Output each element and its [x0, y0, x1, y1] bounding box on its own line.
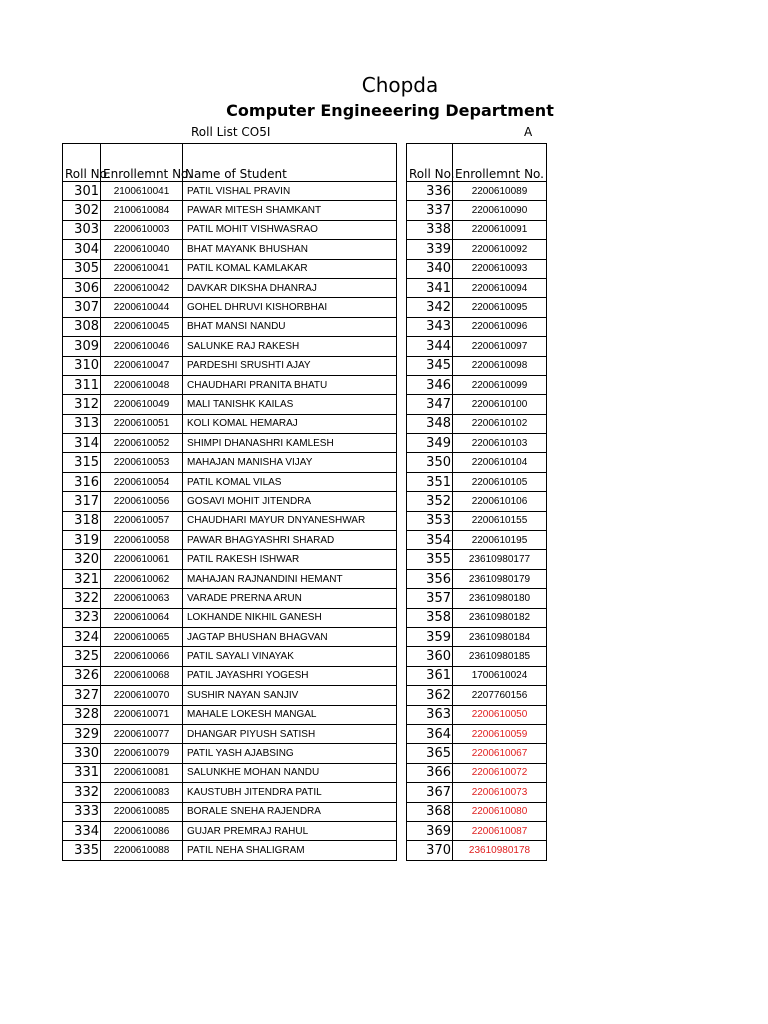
table-row	[63, 220, 397, 239]
student-name-cell: PAWAR BHAGYASHRI SHARAD	[183, 531, 397, 550]
roll-number-cell: 343	[407, 317, 453, 336]
enrollment-number-cell: 23610980182	[453, 608, 547, 627]
enrollment-number-cell: 2200610059	[453, 724, 547, 743]
roll-number-cell: 358	[407, 608, 453, 627]
roll-number-cell: 310	[63, 356, 101, 375]
roll-number-cell: 303	[63, 220, 101, 239]
roll-number-cell: 346	[407, 375, 453, 394]
student-name-cell: JAGTAP BHUSHAN BHAGVAN	[183, 627, 397, 646]
table-row	[407, 182, 547, 201]
table-row	[407, 337, 547, 356]
table-row	[407, 531, 547, 550]
roll-number-cell: 366	[407, 763, 453, 782]
table-row	[63, 841, 397, 860]
enrollment-number-cell: 2200610077	[101, 724, 183, 743]
table-row	[407, 783, 547, 802]
roll-number-cell: 328	[63, 705, 101, 724]
roll-number-cell: 345	[407, 356, 453, 375]
enrollment-number-cell: 2200610052	[101, 434, 183, 453]
student-name-cell: SHIMPI DHANASHRI KAMLESH	[183, 434, 397, 453]
roll-number-cell: 317	[63, 492, 101, 511]
table-row	[407, 802, 547, 821]
enrollment-number-cell: 2200610072	[453, 763, 547, 782]
table-row	[63, 278, 397, 297]
enrollment-number-cell: 2207760156	[453, 686, 547, 705]
table-row	[63, 589, 397, 608]
table-row	[63, 802, 397, 821]
table-row	[63, 356, 397, 375]
roll-number-cell: 311	[63, 375, 101, 394]
table-row	[63, 550, 397, 569]
roll-number-cell: 333	[63, 802, 101, 821]
enrollment-number-cell: 2100610084	[101, 201, 183, 220]
enrollment-number-cell: 2200610100	[453, 395, 547, 414]
enrollment-number-cell: 2200610098	[453, 356, 547, 375]
enrollment-number-cell: 2200610068	[101, 666, 183, 685]
enrollment-number-cell: 2200610062	[101, 569, 183, 588]
roll-number-cell: 324	[63, 627, 101, 646]
roll-number-cell: 331	[63, 763, 101, 782]
roll-number-cell: 318	[63, 511, 101, 530]
roll-number-cell: 326	[63, 666, 101, 685]
student-name-cell: SUSHIR NAYAN SANJIV	[183, 686, 397, 705]
table-row	[63, 763, 397, 782]
enrollment-number-cell: 2200610102	[453, 414, 547, 433]
student-name-cell: KOLI KOMAL HEMARAJ	[183, 414, 397, 433]
department-title: Computer Engineeering Department	[226, 101, 554, 120]
enrollment-number-cell: 2200610091	[453, 220, 547, 239]
roll-number-cell: 364	[407, 724, 453, 743]
table-row	[407, 666, 547, 685]
enrollment-number-cell: 2200610093	[453, 259, 547, 278]
enrollment-number-cell: 2200610094	[453, 278, 547, 297]
roll-number-cell: 368	[407, 802, 453, 821]
roll-number-cell: 306	[63, 278, 101, 297]
table-row	[407, 201, 547, 220]
enrollment-number-cell: 2200610087	[453, 821, 547, 840]
student-name-cell: BHAT MAYANK BHUSHAN	[183, 240, 397, 259]
roll-number-cell: 361	[407, 666, 453, 685]
enrollment-number-cell: 2200610048	[101, 375, 183, 394]
student-name-cell: MALI TANISHK KAILAS	[183, 395, 397, 414]
table-row	[63, 453, 397, 472]
table-row	[407, 744, 547, 763]
enrollment-column-header: Enrollemnt No.	[453, 144, 547, 182]
roll-number-cell: 312	[63, 395, 101, 414]
roll-number-cell: 321	[63, 569, 101, 588]
enrollment-number-cell: 2200610058	[101, 531, 183, 550]
table-row	[407, 453, 547, 472]
enrollment-number-cell: 2200610044	[101, 298, 183, 317]
student-name-cell: MAHAJAN MANISHA VIJAY	[183, 453, 397, 472]
roll-number-cell: 307	[63, 298, 101, 317]
enrollment-number-cell: 2200610081	[101, 763, 183, 782]
roll-number-cell: 367	[407, 783, 453, 802]
enrollment-number-cell: 2200610049	[101, 395, 183, 414]
roll-number-cell: 344	[407, 337, 453, 356]
enrollment-number-cell: 2200610046	[101, 337, 183, 356]
roll-number-cell: 354	[407, 531, 453, 550]
student-name-cell: PATIL VISHAL PRAVIN	[183, 182, 397, 201]
enrollment-number-cell: 23610980180	[453, 589, 547, 608]
enrollment-number-cell: 2200610096	[453, 317, 547, 336]
roll-number-cell: 356	[407, 569, 453, 588]
enrollment-number-cell: 2200610073	[453, 783, 547, 802]
roll-number-cell: 337	[407, 201, 453, 220]
roll-number-cell: 348	[407, 414, 453, 433]
roll-number-cell: 309	[63, 337, 101, 356]
enrollment-number-cell: 2200610057	[101, 511, 183, 530]
enrollment-number-cell: 2200610066	[101, 647, 183, 666]
roll-number-cell: 327	[63, 686, 101, 705]
table-row	[407, 317, 547, 336]
student-name-cell: CHAUDHARI MAYUR DNYANESHWAR	[183, 511, 397, 530]
enrollment-number-cell: 2200610088	[101, 841, 183, 860]
table-row	[63, 317, 397, 336]
enrollment-number-cell: 2200610061	[101, 550, 183, 569]
roll-number-cell: 304	[63, 240, 101, 259]
enrollment-number-cell: 2200610079	[101, 744, 183, 763]
roll-number-cell: 369	[407, 821, 453, 840]
roll-number-cell: 360	[407, 647, 453, 666]
student-name-cell: PARDESHI SRUSHTI AJAY	[183, 356, 397, 375]
enrollment-number-cell: 2200610083	[101, 783, 183, 802]
student-name-cell: SALUNKHE MOHAN NANDU	[183, 763, 397, 782]
table-row	[63, 201, 397, 220]
table-row	[63, 744, 397, 763]
college-title: Chopda	[361, 73, 439, 97]
table-row	[407, 511, 547, 530]
student-name-cell: PATIL RAKESH ISHWAR	[183, 550, 397, 569]
table-row	[407, 686, 547, 705]
enrollment-number-cell: 2200610070	[101, 686, 183, 705]
roll-number-cell: 349	[407, 434, 453, 453]
table-row	[63, 492, 397, 511]
table-row	[63, 240, 397, 259]
enrollment-number-cell: 2200610054	[101, 472, 183, 491]
table-row	[407, 724, 547, 743]
enrollment-number-cell: 2200610106	[453, 492, 547, 511]
table-row	[63, 472, 397, 491]
enrollment-number-cell: 2200610099	[453, 375, 547, 394]
enrollment-number-cell: 2200610056	[101, 492, 183, 511]
student-name-cell: MAHAJAN RAJNANDINI HEMANT	[183, 569, 397, 588]
student-name-cell: GOSAVI MOHIT JITENDRA	[183, 492, 397, 511]
table-row	[407, 608, 547, 627]
student-name-cell: VARADE PRERNA ARUN	[183, 589, 397, 608]
enrollment-number-cell: 2200610086	[101, 821, 183, 840]
enrollment-number-cell: 2200610045	[101, 317, 183, 336]
table-row	[407, 550, 547, 569]
table-row	[407, 569, 547, 588]
roll-number-cell: 329	[63, 724, 101, 743]
enrollment-number-cell: 2200610064	[101, 608, 183, 627]
enrollment-number-cell: 2200610195	[453, 531, 547, 550]
table-row	[63, 298, 397, 317]
table-row	[63, 531, 397, 550]
student-name-cell: CHAUDHARI PRANITA BHATU	[183, 375, 397, 394]
student-name-cell: DHANGAR PIYUSH SATISH	[183, 724, 397, 743]
table-row	[407, 259, 547, 278]
table-row	[407, 414, 547, 433]
table-row	[63, 395, 397, 414]
student-name-cell: PATIL KOMAL KAMLAKAR	[183, 259, 397, 278]
roll-number-cell: 332	[63, 783, 101, 802]
enrollment-number-cell: 2200610040	[101, 240, 183, 259]
student-name-cell: PAWAR MITESH SHAMKANT	[183, 201, 397, 220]
table-row	[63, 414, 397, 433]
table-row	[63, 511, 397, 530]
table-row	[63, 821, 397, 840]
enrollment-number-cell: 2200610103	[453, 434, 547, 453]
roll-number-cell: 363	[407, 705, 453, 724]
roll-number-cell: 330	[63, 744, 101, 763]
table-row	[407, 375, 547, 394]
table-row	[63, 724, 397, 743]
enrollment-number-cell: 2200610089	[453, 182, 547, 201]
table-row	[407, 434, 547, 453]
roll-number-cell: 357	[407, 589, 453, 608]
table-row	[407, 240, 547, 259]
enrollment-number-cell: 2200610095	[453, 298, 547, 317]
roll-number-cell: 341	[407, 278, 453, 297]
enrollment-number-cell: 23610980178	[453, 841, 547, 860]
roll-number-cell: 353	[407, 511, 453, 530]
roll-number-cell: 316	[63, 472, 101, 491]
roll-number-cell: 352	[407, 492, 453, 511]
roll-number-cell: 323	[63, 608, 101, 627]
table-row	[63, 375, 397, 394]
roll-number-cell: 314	[63, 434, 101, 453]
student-name-cell: KAUSTUBH JITENDRA PATIL	[183, 783, 397, 802]
table-row	[63, 627, 397, 646]
roll-number-cell: 362	[407, 686, 453, 705]
student-name-cell: BORALE SNEHA RAJENDRA	[183, 802, 397, 821]
enrollment-number-cell: 2200610097	[453, 337, 547, 356]
table-row	[407, 298, 547, 317]
table-row	[63, 337, 397, 356]
table-row	[407, 220, 547, 239]
student-name-cell: GOHEL DHRUVI KISHORBHAI	[183, 298, 397, 317]
roll-number-cell: 339	[407, 240, 453, 259]
student-name-cell: LOKHANDE NIKHIL GANESH	[183, 608, 397, 627]
roll-number-cell: 302	[63, 201, 101, 220]
roll-number-cell: 320	[63, 550, 101, 569]
enrollment-number-cell: 2200610065	[101, 627, 183, 646]
roll-number-cell: 365	[407, 744, 453, 763]
enrollment-number-cell: 23610980184	[453, 627, 547, 646]
roll-column-header: Roll No.	[63, 144, 101, 182]
table-row	[407, 492, 547, 511]
roll-number-cell: 305	[63, 259, 101, 278]
table-row	[407, 356, 547, 375]
enrollment-number-cell: 2200610003	[101, 220, 183, 239]
student-name-cell: MAHALE LOKESH MANGAL	[183, 705, 397, 724]
roll-number-cell: 342	[407, 298, 453, 317]
roll-number-cell: 359	[407, 627, 453, 646]
roll-number-cell: 370	[407, 841, 453, 860]
enrollment-number-cell: 2200610085	[101, 802, 183, 821]
roll-column-header: Roll No.	[407, 144, 453, 182]
enrollment-number-cell: 2200610105	[453, 472, 547, 491]
enrollment-number-cell: 2200610063	[101, 589, 183, 608]
table-row	[63, 569, 397, 588]
enrollment-number-cell: 2200610092	[453, 240, 547, 259]
table-row	[407, 841, 547, 860]
roll-number-cell: 335	[63, 841, 101, 860]
enrollment-number-cell: 2200610080	[453, 802, 547, 821]
table-row	[63, 434, 397, 453]
enrollment-number-cell: 2200610047	[101, 356, 183, 375]
roll-number-cell: 301	[63, 182, 101, 201]
enrollment-number-cell: 2200610104	[453, 453, 547, 472]
roll-number-cell: 355	[407, 550, 453, 569]
roll-number-cell: 347	[407, 395, 453, 414]
roll-number-cell: 334	[63, 821, 101, 840]
table-row	[63, 608, 397, 627]
roll-number-cell: 319	[63, 531, 101, 550]
table-row	[63, 647, 397, 666]
enrollment-number-cell: 2200610050	[453, 705, 547, 724]
enrollment-column-header: Enrollemnt No.	[101, 144, 183, 182]
enrollment-number-cell: 23610980177	[453, 550, 547, 569]
table-row	[407, 395, 547, 414]
roll-number-cell: 315	[63, 453, 101, 472]
roll-number-cell: 350	[407, 453, 453, 472]
table-row	[407, 589, 547, 608]
name-column-header: Name of Student	[183, 144, 397, 182]
roll-table-left	[62, 143, 397, 861]
roll-number-cell: 338	[407, 220, 453, 239]
roll-number-cell: 322	[63, 589, 101, 608]
enrollment-number-cell: 1700610024	[453, 666, 547, 685]
roll-number-cell: 325	[63, 647, 101, 666]
enrollment-number-cell: 2200610042	[101, 278, 183, 297]
enrollment-number-cell: 23610980185	[453, 647, 547, 666]
enrollment-number-cell: 2200610155	[453, 511, 547, 530]
roll-number-cell: 351	[407, 472, 453, 491]
student-name-cell: PATIL MOHIT VISHWASRAO	[183, 220, 397, 239]
roll-list-label: Roll List CO5I	[191, 125, 271, 139]
table-row	[407, 763, 547, 782]
table-row	[63, 705, 397, 724]
roll-number-cell: 308	[63, 317, 101, 336]
table-row	[407, 647, 547, 666]
table-row	[63, 182, 397, 201]
roll-number-cell: 313	[63, 414, 101, 433]
table-row	[63, 686, 397, 705]
enrollment-number-cell: 23610980179	[453, 569, 547, 588]
table-row	[407, 821, 547, 840]
enrollment-number-cell: 2200610071	[101, 705, 183, 724]
right-header-fragment: A	[524, 125, 533, 139]
table-header-row	[407, 144, 547, 182]
student-name-cell: BHAT MANSI NANDU	[183, 317, 397, 336]
table-row	[407, 472, 547, 491]
student-name-cell: SALUNKE RAJ RAKESH	[183, 337, 397, 356]
table-row	[63, 666, 397, 685]
roll-number-cell: 340	[407, 259, 453, 278]
roll-number-cell: 336	[407, 182, 453, 201]
enrollment-number-cell: 2100610041	[101, 182, 183, 201]
enrollment-number-cell: 2200610051	[101, 414, 183, 433]
table-row	[63, 783, 397, 802]
roll-table-right	[406, 143, 547, 861]
student-name-cell: PATIL SAYALI VINAYAK	[183, 647, 397, 666]
student-name-cell: PATIL JAYASHRI YOGESH	[183, 666, 397, 685]
table-row	[407, 627, 547, 646]
table-row	[63, 259, 397, 278]
table-row	[407, 705, 547, 724]
enrollment-number-cell: 2200610090	[453, 201, 547, 220]
enrollment-number-cell: 2200610041	[101, 259, 183, 278]
enrollment-number-cell: 2200610053	[101, 453, 183, 472]
student-name-cell: DAVKAR DIKSHA DHANRAJ	[183, 278, 397, 297]
student-name-cell: PATIL NEHA SHALIGRAM	[183, 841, 397, 860]
enrollment-number-cell: 2200610067	[453, 744, 547, 763]
student-name-cell: PATIL KOMAL VILAS	[183, 472, 397, 491]
table-row	[407, 278, 547, 297]
table-header-row	[63, 144, 397, 182]
student-name-cell: PATIL YASH AJABSING	[183, 744, 397, 763]
student-name-cell: GUJAR PREMRAJ RAHUL	[183, 821, 397, 840]
